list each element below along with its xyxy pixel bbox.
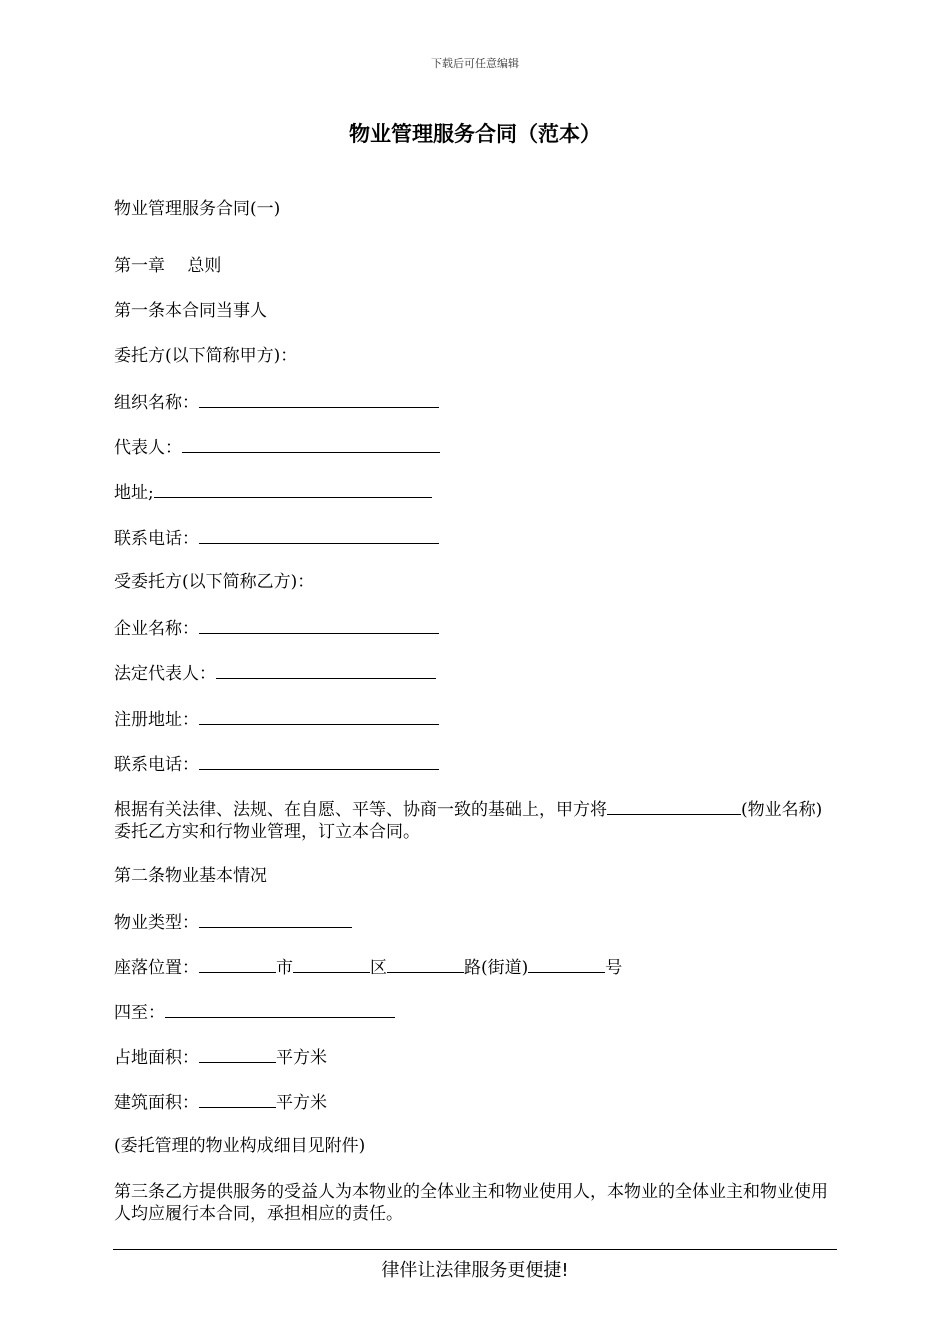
- legal-rep-blank: [216, 661, 436, 679]
- header-note: 下载后可任意编辑: [431, 57, 519, 70]
- entrust-text-end: (物业名称)委托乙方实和行物业管理，订立本合同。: [114, 800, 823, 842]
- number-unit: 号: [605, 958, 623, 978]
- org-name-field: [114, 390, 439, 414]
- entrust-paragraph: [114, 797, 836, 843]
- address-blank: [154, 480, 432, 498]
- footer-slogan: 律伴让法律服务更便捷!: [381, 1260, 569, 1281]
- party-b-heading: 受委托方(以下简称乙方)：: [114, 572, 315, 592]
- property-type-field: [114, 910, 352, 934]
- reg-address-field: [114, 707, 439, 731]
- land-area-unit: 平方米: [276, 1048, 327, 1068]
- city-unit: 市: [276, 958, 293, 978]
- road-blank: [387, 955, 464, 973]
- location-label: 座落位置：: [114, 958, 199, 978]
- city-blank: [199, 955, 276, 973]
- location-field: [114, 955, 622, 979]
- chapter-heading: 第一章 总则: [114, 256, 222, 276]
- attachment-note: (委托管理的物业构成细目见附件): [114, 1136, 366, 1156]
- org-name-label: 组织名称：: [114, 393, 199, 413]
- reg-address-label: 注册地址：: [114, 710, 199, 730]
- boundary-label: 四至：: [114, 1003, 165, 1023]
- address-label: 地址;: [114, 483, 154, 503]
- property-type-label: 物业类型：: [114, 913, 199, 933]
- building-area-field: [114, 1090, 327, 1114]
- legal-rep-label: 法定代表人：: [114, 664, 216, 684]
- phone-b-blank: [199, 752, 439, 770]
- road-unit: 路(街道): [464, 958, 529, 978]
- phone-b-field: [114, 752, 439, 776]
- building-area-unit: 平方米: [276, 1093, 327, 1113]
- boundary-field: [114, 1000, 395, 1024]
- land-area-field: [114, 1045, 327, 1069]
- contract-subtitle: 物业管理服务合同(一): [114, 199, 281, 219]
- reg-address-blank: [199, 707, 439, 725]
- property-type-blank: [199, 910, 352, 928]
- article-3-paragraph: 第三条乙方提供服务的受益人为本物业的全体业主和物业使用人，本物业的全体业主和物业使用人均应履行本合同，承担相应的责任。: [114, 1182, 828, 1224]
- representative-field: [114, 435, 440, 459]
- property-name-blank: [607, 797, 741, 815]
- org-name-blank: [199, 390, 439, 408]
- article-1-heading: 第一条本合同当事人: [114, 301, 267, 321]
- representative-label: 代表人：: [114, 438, 182, 458]
- phone-a-field: [114, 526, 439, 550]
- company-name-field: [114, 616, 439, 640]
- document-title: 物业管理服务合同（范本）: [349, 122, 601, 146]
- article-2-heading: 第二条物业基本情况: [114, 866, 267, 886]
- phone-b-label: 联系电话：: [114, 755, 199, 775]
- land-area-blank: [199, 1045, 276, 1063]
- district-blank: [293, 955, 370, 973]
- building-area-label: 建筑面积：: [114, 1093, 199, 1113]
- phone-a-label: 联系电话：: [114, 529, 199, 549]
- building-area-blank: [199, 1090, 276, 1108]
- number-blank: [528, 955, 605, 973]
- representative-blank: [182, 435, 440, 453]
- address-field: [114, 480, 432, 504]
- boundary-blank: [165, 1000, 395, 1018]
- land-area-label: 占地面积：: [114, 1048, 199, 1068]
- district-unit: 区: [370, 958, 387, 978]
- company-name-label: 企业名称：: [114, 619, 199, 639]
- company-name-blank: [199, 616, 439, 634]
- legal-rep-field: [114, 661, 436, 685]
- phone-a-blank: [199, 526, 439, 544]
- entrust-text-start: 根据有关法律、法规、在自愿、平等、协商一致的基础上，甲方将: [114, 800, 607, 820]
- footer-divider: [113, 1249, 837, 1250]
- party-a-heading: 委托方(以下简称甲方)：: [114, 346, 298, 366]
